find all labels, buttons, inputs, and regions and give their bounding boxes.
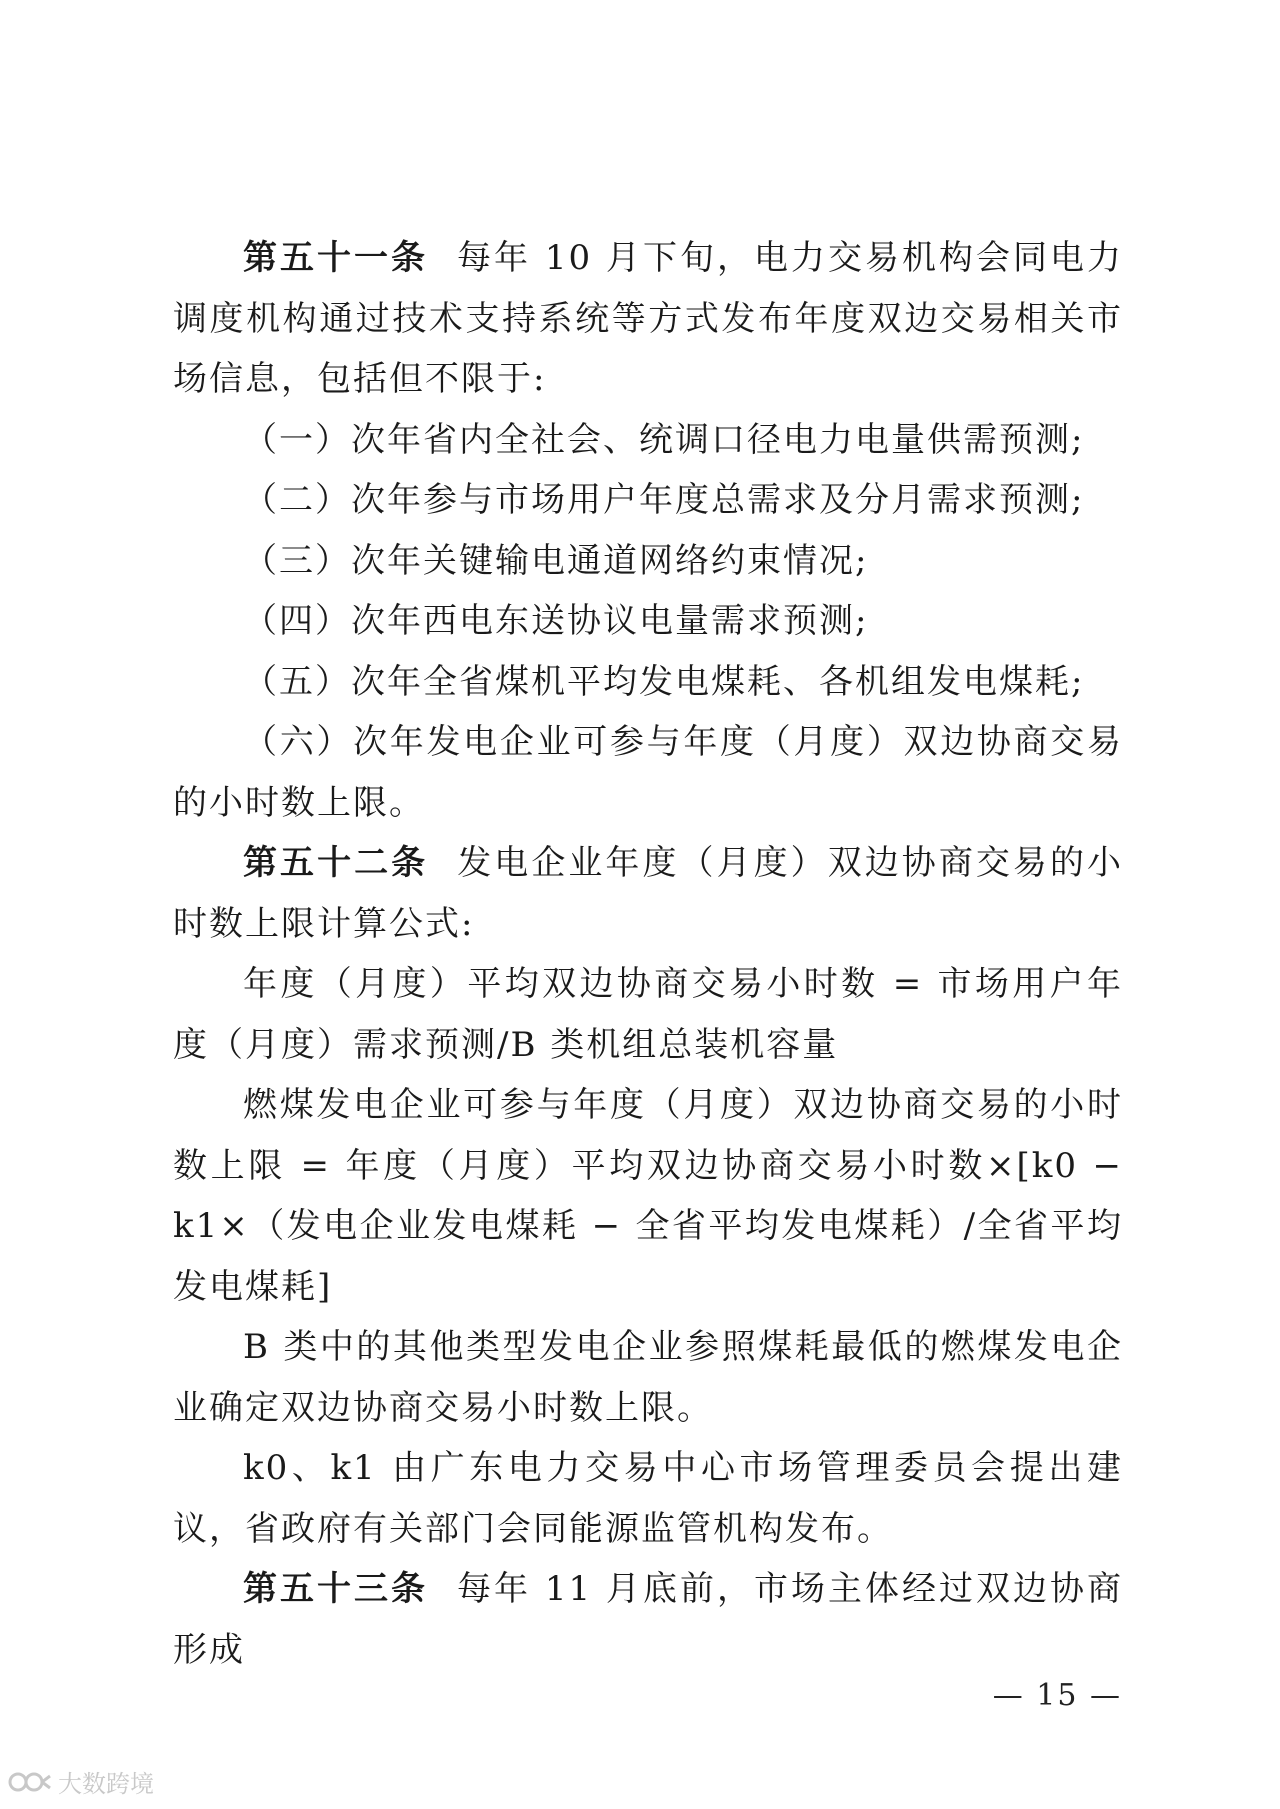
formula-coal-upper-limit: 燃煤发电企业可参与年度（月度）双边协商交易的小时数上限 = 年度（月度）平均双边协商交易小时数×[k0 − k1×（发电企业发电煤耗 − 全省平均发电煤耗）/全省平均发电煤耗]: [173, 1085, 1123, 1307]
article-51-item-2: （二）次年参与市场用户年度总需求及分月需求预测;: [243, 480, 1085, 520]
article-51-item-3: （三）次年关键输电通道网络约束情况;: [243, 540, 869, 581]
article-52-body: 发电企业年度（月度）双边协商交易的小时数上限计算公式:: [173, 843, 1123, 944]
article-53-heading: 第五十三条: [243, 1569, 429, 1609]
page-number: — 15 —: [992, 1678, 1122, 1713]
article-52: [173, 833, 1123, 954]
article-51-item-6: （六）次年发电企业可参与年度（月度）双边协商交易的小时数上限。: [173, 722, 1123, 823]
article-53: [173, 1559, 1123, 1680]
article-51-heading: 第五十一条: [243, 238, 429, 278]
watermark: [8, 1764, 154, 1799]
article-51: [173, 228, 1123, 410]
formula-average-hours: 年度（月度）平均双边协商交易小时数 = 市场用户年度（月度）需求预测/B 类机组总装机容量: [173, 964, 1123, 1065]
document-body: [173, 228, 1123, 1680]
article-51-body: 每年 10 月下旬，电力交易机构会同电力调度机构通过技术支持系统等方式发布年度双边交易相关市场信息，包括但不限于:: [173, 238, 1123, 399]
logo-icon: [8, 1768, 52, 1796]
note-k-coefficients: k0、k1 由广东电力交易中心市场管理委员会提出建议，省政府有关部门会同能源监管机构发布。: [173, 1448, 1123, 1549]
article-52-heading: 第五十二条: [243, 843, 429, 883]
note-class-b: B 类中的其他类型发电企业参照煤耗最低的燃煤发电企业确定双边协商交易小时数上限。: [173, 1327, 1123, 1428]
article-51-item-1: （一）次年省内全社会、统调口径电力电量供需预测;: [243, 419, 1085, 460]
article-53-body: 每年 11 月底前，市场主体经过双边协商形成: [173, 1569, 1123, 1670]
article-51-item-5: （五）次年全省煤机平均发电煤耗、各机组发电煤耗;: [243, 661, 1085, 702]
watermark-text: 大数跨境: [58, 1770, 154, 1798]
article-51-item-4: （四）次年西电东送协议电量需求预测;: [243, 601, 869, 641]
